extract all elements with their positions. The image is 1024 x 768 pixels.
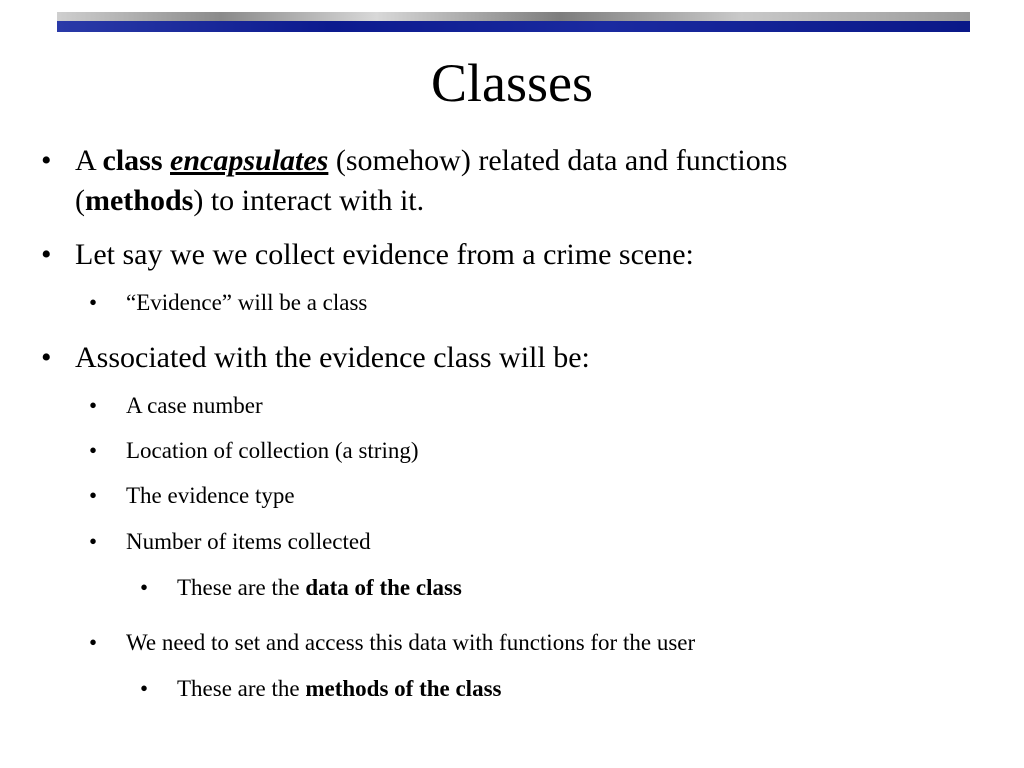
bullet-associated: • Associated with the evidence class will be: [75, 338, 975, 378]
term-class: class [102, 144, 163, 177]
term-methods: methods [85, 184, 194, 217]
sub-bullet-case-number: • A case number [126, 391, 986, 421]
term-encapsulates: encapsulates [170, 144, 329, 177]
bullet-class-definition: • A class encapsulates (somehow) related data and functions (methods) to interact with it. [75, 141, 975, 221]
header-grey-bar [57, 12, 970, 21]
slide-title: Classes [431, 53, 593, 113]
bullet-dot: • [140, 575, 149, 600]
sub-bullet-location: • Location of collection (a string) [126, 436, 986, 466]
sub-sub-bullet-methods-of-class: • These are the methods of the class [177, 674, 977, 704]
sub-bullet-items-collected: • Number of items collected [126, 527, 986, 557]
bullet-dot: • [41, 144, 52, 177]
sub-bullet-set-access: • We need to set and access this data with functions for the user [126, 628, 986, 658]
sub-sub-bullet-data-of-class: • These are the data of the class [177, 573, 977, 603]
bullet-dot: • [89, 483, 98, 508]
term-data-of-class: data of the class [305, 575, 462, 600]
bullet-dot: • [89, 290, 98, 315]
sub-bullet-evidence-type: • The evidence type [126, 481, 986, 511]
term-methods-of-class: methods of the class [305, 676, 502, 701]
bullet-dot: • [89, 529, 98, 554]
bullet-dot: • [41, 341, 52, 374]
bullet-dot: • [41, 238, 52, 271]
bullet-dot: • [89, 393, 98, 418]
bullet-crime-scene: • Let say we we collect evidence from a crime scene: [75, 235, 975, 275]
bullet-dot: • [89, 438, 98, 463]
bullet-dot: • [89, 630, 98, 655]
sub-bullet-evidence-class: • “Evidence” will be a class [126, 288, 986, 318]
header-blue-bar [57, 21, 970, 32]
bullet-dot: • [140, 676, 149, 701]
